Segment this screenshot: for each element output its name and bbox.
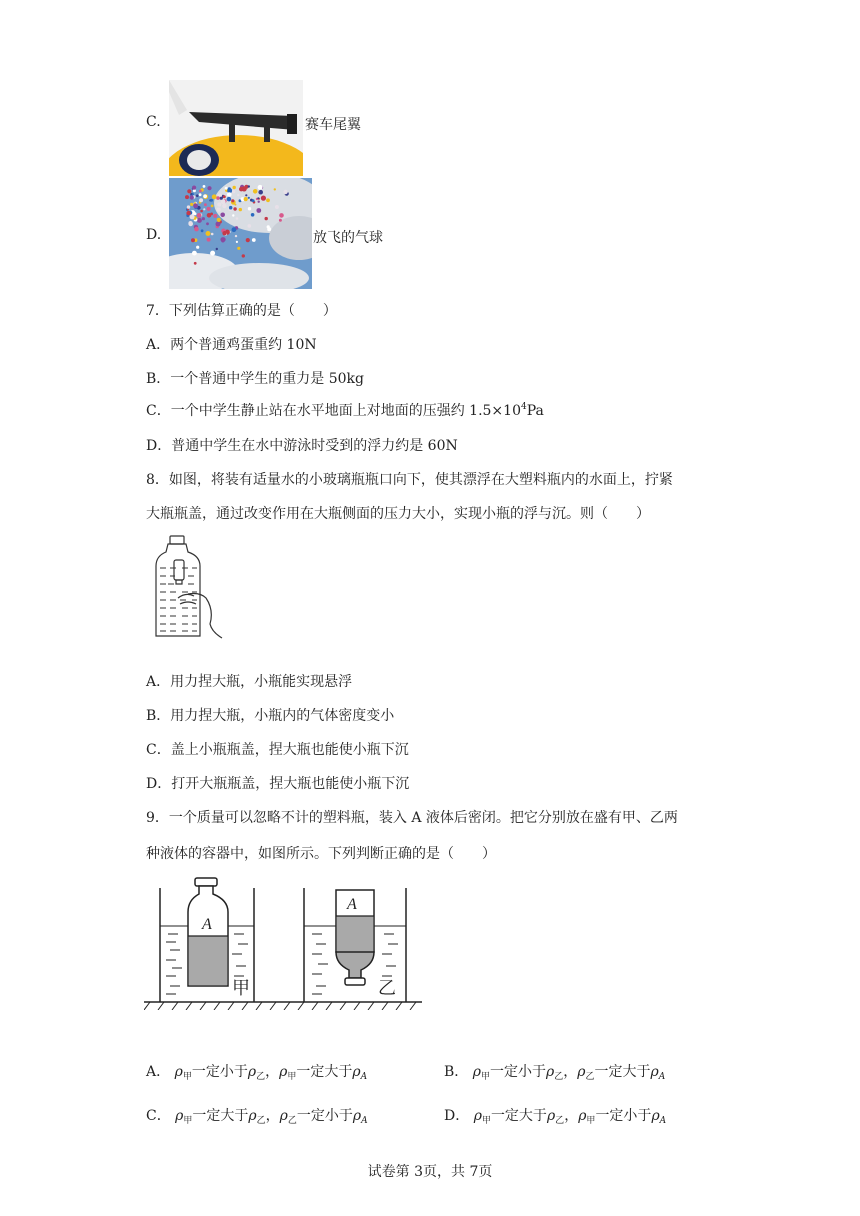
balloons-photo [169, 178, 312, 289]
rho-symbol: ρ [651, 1108, 660, 1124]
q7-stem: 7．下列估算正确的是（ ） [146, 303, 337, 319]
rho-symbol: ρ [577, 1064, 586, 1080]
q7-option-c-unit: Pa [526, 403, 544, 419]
rho-symbol: ρ [279, 1108, 288, 1124]
q9-b-letter: B． [444, 1064, 469, 1080]
subscript-jia: 甲 [480, 1072, 490, 1082]
q9-c-letter: C． [146, 1108, 171, 1124]
rho-symbol: ρ [472, 1064, 481, 1080]
q8-option-d: D．打开大瓶瓶盖，捏大瓶也能使小瓶下沉 [146, 776, 410, 792]
bottle-squeeze-figure [148, 534, 230, 642]
subscript-yi: 乙 [287, 1116, 297, 1126]
container-yi-label: 乙 [378, 978, 396, 998]
q7-option-c [146, 400, 544, 420]
subscript-yi: 乙 [555, 1116, 565, 1126]
subscript-a: A [361, 1116, 368, 1126]
q9-option-c [146, 1105, 368, 1126]
option-d-caption: 放飞的气球 [313, 230, 383, 246]
q9-option-a [146, 1061, 367, 1082]
rho-symbol: ρ [279, 1064, 288, 1080]
subscript-a: A [659, 1116, 667, 1126]
q7-option-c-text: C．一个中学生静止站在水平地面上对地面的压强约 1.5×10 [146, 403, 521, 419]
rho-symbol: ρ [352, 1108, 362, 1124]
container-jia-label: 甲 [232, 978, 250, 998]
page-footer: 试卷第 3页，共 7页 [367, 1164, 493, 1180]
option-c-letter: C. [146, 114, 161, 130]
subscript-jia: 甲 [182, 1072, 192, 1082]
rho-symbol: ρ [473, 1108, 482, 1124]
q9-d-comma: ， [564, 1108, 579, 1124]
subscript-yi: 乙 [256, 1072, 266, 1082]
rho-symbol: ρ [546, 1108, 556, 1124]
subscript-a: A [658, 1072, 666, 1082]
q7-option-a: A．两个普通鸡蛋重约 10N [146, 337, 317, 353]
q9-a-letter: A． [146, 1064, 171, 1080]
subscript-jia: 甲 [586, 1116, 596, 1126]
q9-c-text2: 一定小于 [296, 1108, 353, 1124]
spoiler-photo [169, 80, 303, 176]
rho-symbol: ρ [175, 1108, 184, 1124]
q9-option-b [444, 1061, 665, 1082]
q9-stem-line2: 种液体的容器中，如图所示。下列判断正确的是（ ） [146, 846, 496, 862]
q9-a-text2: 一定大于 [296, 1064, 353, 1080]
subscript-jia: 甲 [287, 1072, 297, 1082]
subscript-yi: 乙 [256, 1116, 266, 1126]
q9-b-comma: ， [563, 1064, 578, 1080]
q9-stem-line1: 9．一个质量可以忽略不计的塑料瓶，装入 A 液体后密闭。把它分别放在盛有甲、乙两 [146, 810, 678, 826]
q9-a-comma: ， [265, 1064, 280, 1080]
q7-option-c-exponent: 4 [520, 402, 527, 412]
q9-d-text1: 一定大于 [490, 1108, 547, 1124]
subscript-yi: 乙 [585, 1072, 595, 1082]
q9-b-text2: 一定大于 [594, 1064, 651, 1080]
q8-option-a: A．用力捏大瓶，小瓶能实现悬浮 [146, 674, 353, 690]
option-d-letter: D. [146, 227, 162, 243]
q8-stem-line1: 8．如图，将装有适量水的小玻璃瓶瓶口向下，使其漂浮在大塑料瓶内的水面上，拧紧 [146, 472, 673, 488]
q9-b-text1: 一定小于 [490, 1064, 546, 1080]
q8-option-b: B．用力捏大瓶，小瓶内的气体密度变小 [146, 708, 395, 724]
rho-symbol: ρ [174, 1064, 183, 1080]
bottle-1-label: A [202, 916, 212, 933]
q9-option-d [444, 1105, 666, 1126]
q8-option-c: C．盖上小瓶瓶盖，捏大瓶也能使小瓶下沉 [146, 742, 409, 758]
rho-symbol: ρ [546, 1064, 555, 1080]
subscript-jia: 甲 [481, 1116, 491, 1126]
rho-symbol: ρ [650, 1064, 659, 1080]
subscript-jia: 甲 [183, 1116, 193, 1126]
subscript-yi: 乙 [554, 1072, 564, 1082]
rho-symbol: ρ [352, 1064, 361, 1080]
rho-symbol: ρ [248, 1108, 257, 1124]
q8-stem-line2: 大瓶瓶盖，通过改变作用在大瓶侧面的压力大小，实现小瓶的浮与沉。则（ ） [146, 506, 650, 522]
q9-c-text1: 一定大于 [192, 1108, 249, 1124]
bottle-2-label: A [347, 896, 357, 913]
q9-d-text2: 一定小于 [595, 1108, 652, 1124]
q9-a-text1: 一定小于 [191, 1064, 248, 1080]
two-containers-figure [144, 876, 426, 1010]
q7-option-b: B．一个普通中学生的重力是 50kg [146, 371, 364, 387]
rho-symbol: ρ [578, 1108, 587, 1124]
q7-option-d: D．普通中学生在水中游泳时受到的浮力约是 60N [146, 438, 458, 454]
option-c-caption: 赛车尾翼 [305, 117, 361, 133]
q9-c-comma: ， [265, 1108, 280, 1124]
rho-symbol: ρ [247, 1064, 257, 1080]
subscript-a: A [360, 1072, 368, 1082]
q9-d-letter: D． [444, 1108, 470, 1124]
